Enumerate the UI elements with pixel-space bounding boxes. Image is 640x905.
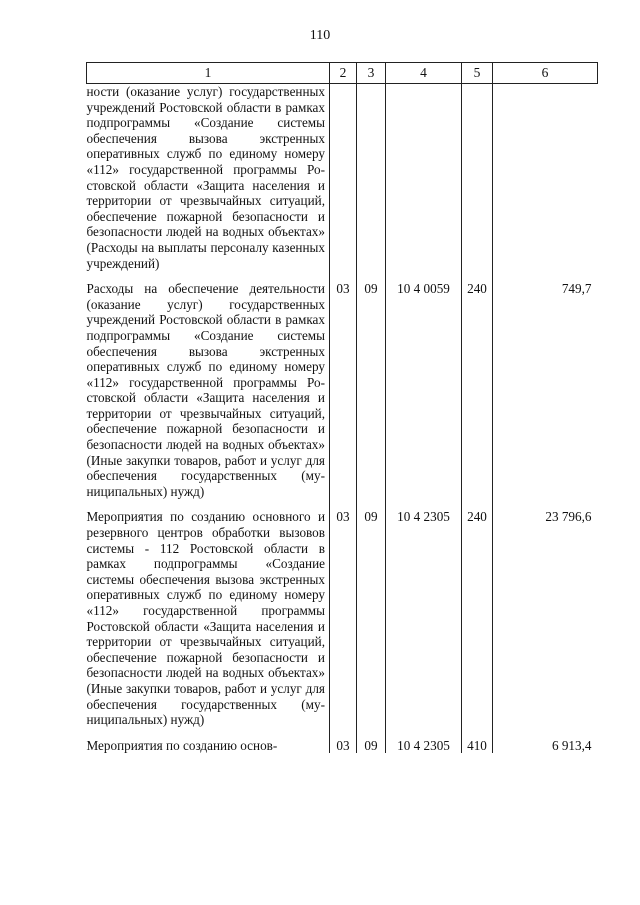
header-col-6: 6 (493, 63, 598, 84)
row-expense-type (462, 84, 493, 272)
table-row (87, 281, 598, 499)
row-target-code: 10 4 2305 (386, 509, 462, 727)
page-number: 110 (309, 28, 331, 43)
row-section: 03 (330, 738, 357, 754)
header-col-5: 5 (462, 63, 493, 84)
header-col-1: 1 (87, 63, 330, 84)
table-row (87, 509, 598, 727)
header-col-4: 4 (386, 63, 462, 84)
header-col-2: 2 (330, 63, 357, 84)
row-expense-type: 410 (462, 738, 493, 754)
row-subsection: 09 (357, 281, 386, 499)
table-row (87, 738, 598, 754)
row-amount: 23 796,6 (493, 509, 598, 727)
row-target-code: 10 4 0059 (386, 281, 462, 499)
row-description: Расходы на обеспечение деятельности (оказание услуг) государственных учреждений Ростовской области в рамках подпрограммы «Создание системы обеспечения вызова экстренных оперативных служб по единому номеру «112» государственной программы Ростовской области «Защита населения и территории от чрезвычайных ситуаций, обеспечение пожарной безопасности и безопасности людей на водных объектах» (Иные закупки товаров, работ и услуг для обеспечения государственных (муниципальных) нужд) (86, 281, 325, 499)
table-row (87, 84, 598, 272)
row-description: ности (оказание услуг) государственных учреждений Ростовской области в рамках подпрограммы «Создание системы обеспечения вызова экстренных оперативных служб по единому номеру «112» государственной программы Ростовской области «Защита населения и территории от чрезвычайных ситуаций, обеспечение пожарной безопасности и безопасности людей на водных объектах» (Расходы на выплаты персоналу казенных учреждений) (86, 84, 325, 271)
budget-table (86, 62, 598, 753)
row-section: 03 (330, 509, 357, 727)
row-target-code: 10 4 2305 (386, 738, 462, 754)
row-description: Мероприятия по созданию основного и резервного центров обработки вызовов системы - 112 Ростовской области в рамках подпрограммы «Создание системы обеспечения вызова экстренных оперативных служб по единому номеру «112» государственной программы Ростовской области «Защита населения и территории от чрезвычайных ситуаций, обеспечение пожарной безопасности и безопасности людей на водных объектах» (Иные закупки товаров, работ и услуг для обеспечения государственных (муниципальных) нужд) (86, 509, 325, 728)
row-description: Мероприятия по созданию основ- (86, 737, 278, 753)
row-subsection (357, 84, 386, 272)
row-section: 03 (330, 281, 357, 499)
header-col-3: 3 (357, 63, 386, 84)
table-header-row (87, 63, 598, 84)
row-expense-type: 240 (462, 281, 493, 499)
row-subsection: 09 (357, 738, 386, 754)
row-expense-type: 240 (462, 509, 493, 727)
row-target-code (386, 84, 462, 272)
row-amount: 749,7 (493, 281, 598, 499)
row-section (330, 84, 357, 272)
row-amount (493, 84, 598, 272)
row-amount: 6 913,4 (493, 738, 598, 754)
row-subsection: 09 (357, 509, 386, 727)
